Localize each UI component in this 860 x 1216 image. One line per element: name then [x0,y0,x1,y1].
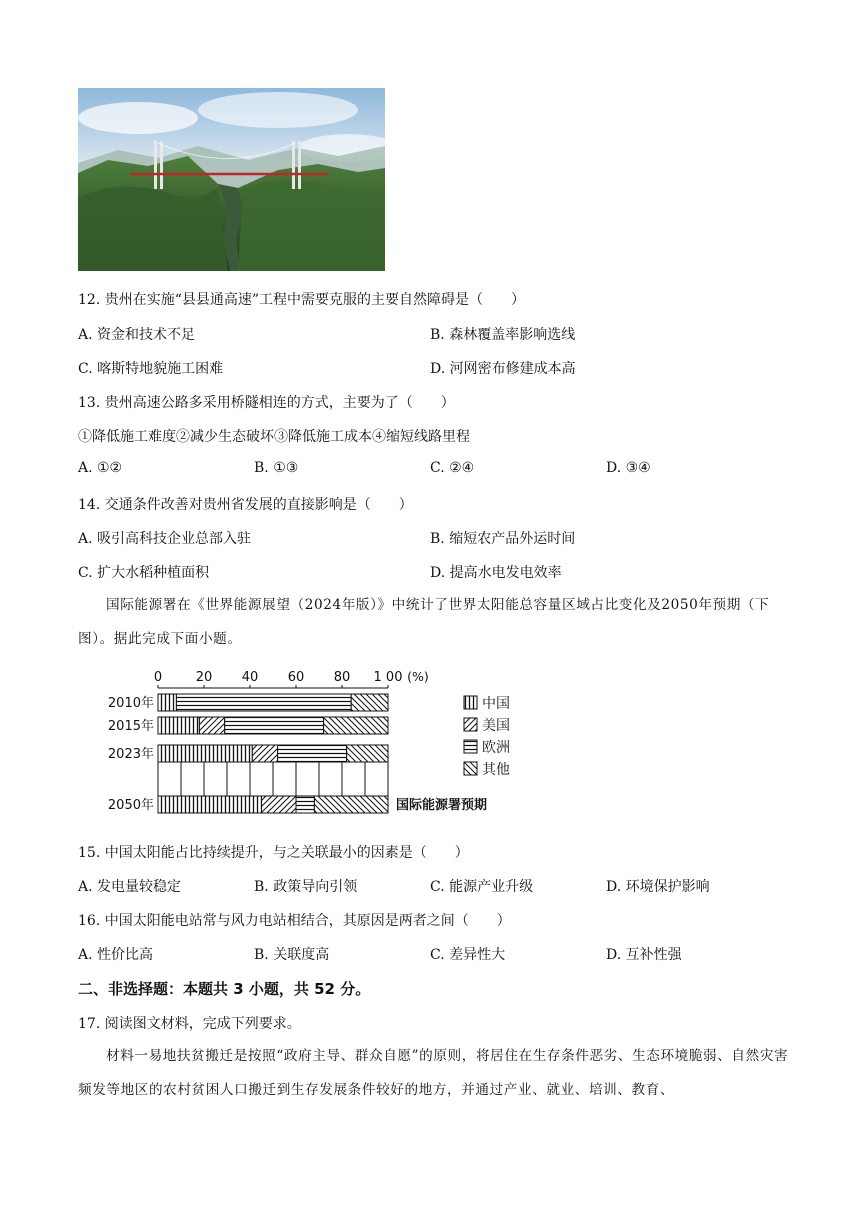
q15-option-b: B. 政策导向引领 [254,879,358,895]
q14-option-a: A. 吸引高科技企业总部入驻 [78,531,252,547]
q13-option-c: C. ②④ [430,460,475,476]
legend-swatch [464,740,477,753]
q15-stem: 15. 中国太阳能占比持续提升，与之关联最小的因素是（ ） [78,845,469,861]
q17-stem: 17. 阅读图文材料，完成下列要求。 [78,1016,301,1032]
bar-segment-欧洲 [225,717,324,734]
q16-option-b: B. 关联度高 [254,947,330,963]
q17-material: 材料一易地扶贫搬迁是按照“政府主导、群众自愿”的原则，将居住在生存条件恶劣、生态环境脆弱、自然灾害频发等地区的农村贫困人口搬迁到生存发展条件较好的地方，并通过产业、就业、培训、教育、 [78,1048,789,1098]
legend-label: 其他 [482,762,510,778]
forecast-annotation: 国际能源署预期 [396,798,488,813]
q14-option-b: B. 缩短农产品外运时间 [430,531,576,547]
q16-option-a: A. 性价比高 [78,947,154,963]
x-tick-label: 1 00 [373,670,403,685]
solar-capacity-chart [100,668,530,818]
bar-segment-中国 [158,694,176,711]
q15-option-c: C. 能源产业升级 [430,879,534,895]
q15-option-d: D. 环境保护影响 [606,879,710,895]
q13-option-a: A. ①② [78,460,123,476]
x-tick-label: 0 [153,670,163,685]
q12-option-d: D. 河网密布修建成本高 [430,361,576,377]
x-tick-label: 20 [195,670,213,685]
q16-option-d: D. 互补性强 [606,947,682,963]
bar-segment-美国 [199,717,224,734]
legend-swatch [464,696,477,709]
q16-stem: 16. 中国太阳能电站常与风力电站相结合，其原因是两者之间（ ） [78,913,511,929]
bar-segment-中国 [158,796,262,813]
legend-swatch [464,762,477,775]
q12-option-b: B. 森林覆盖率影响选线 [430,327,576,343]
section-title: 二、非选择题：本题共 3 小题，共 52 分。 [78,980,371,998]
bar-segment-中国 [158,717,199,734]
q12-option-c: C. 喀斯特地貌施工困难 [78,361,224,377]
bar-segment-其他 [347,745,388,762]
bar-segment-其他 [351,694,388,711]
category-label: 2015年 [107,719,154,734]
bar-segment-其他 [314,796,388,813]
q14-option-c: C. 扩大水稻种植面积 [78,565,210,581]
q12-option-a: A. 资金和技术不足 [78,327,196,343]
bridge-photo [78,88,385,271]
legend-label: 欧洲 [482,740,510,756]
x-tick-label: 40 [241,670,259,685]
q13-stem: 13. 贵州高速公路多采用桥隧相连的方式，主要为了（ ） [78,395,455,411]
intro-paragraph: 国际能源署在《世界能源展望（2024年版）》中统计了世界太阳能总容量区域占比变化及2050年预期（下图）。据此完成下面小题。 [78,597,770,647]
category-label: 2050年 [107,798,154,813]
category-label: 2010年 [107,696,154,711]
x-tick-label: 60 [287,670,305,685]
q13-choices-line: ①降低施工难度②减少生态破坏③降低施工成本④缩短线路里程 [78,429,470,445]
bridge-illustration [78,88,385,271]
q13-option-b: B. ①③ [254,460,299,476]
x-tick-label: 80 [333,670,351,685]
bar-segment-欧洲 [278,745,347,762]
q14-option-d: D. 提高水电发电效率 [430,565,562,581]
bar-segment-美国 [262,796,297,813]
bar-segment-中国 [158,745,252,762]
q12-stem: 12. 贵州在实施“县县通高速”工程中需要克服的主要自然障碍是（ ） [78,292,526,308]
bar-segment-美国 [252,745,277,762]
q14-stem: 14. 交通条件改善对贵州省发展的直接影响是（ ） [78,497,413,513]
legend-swatch [464,718,477,731]
q13-option-d: D. ③④ [606,460,651,476]
bar-segment-欧洲 [296,796,314,813]
category-label: 2023年 [107,747,154,762]
legend-label: 中国 [482,696,510,712]
q15-option-a: A. 发电量较稳定 [78,879,182,895]
bar-segment-其他 [324,717,388,734]
x-axis-unit: (%) [407,669,429,684]
legend-label: 美国 [482,718,510,734]
q16-option-c: C. 差异性大 [430,947,506,963]
bar-segment-欧洲 [176,694,351,711]
